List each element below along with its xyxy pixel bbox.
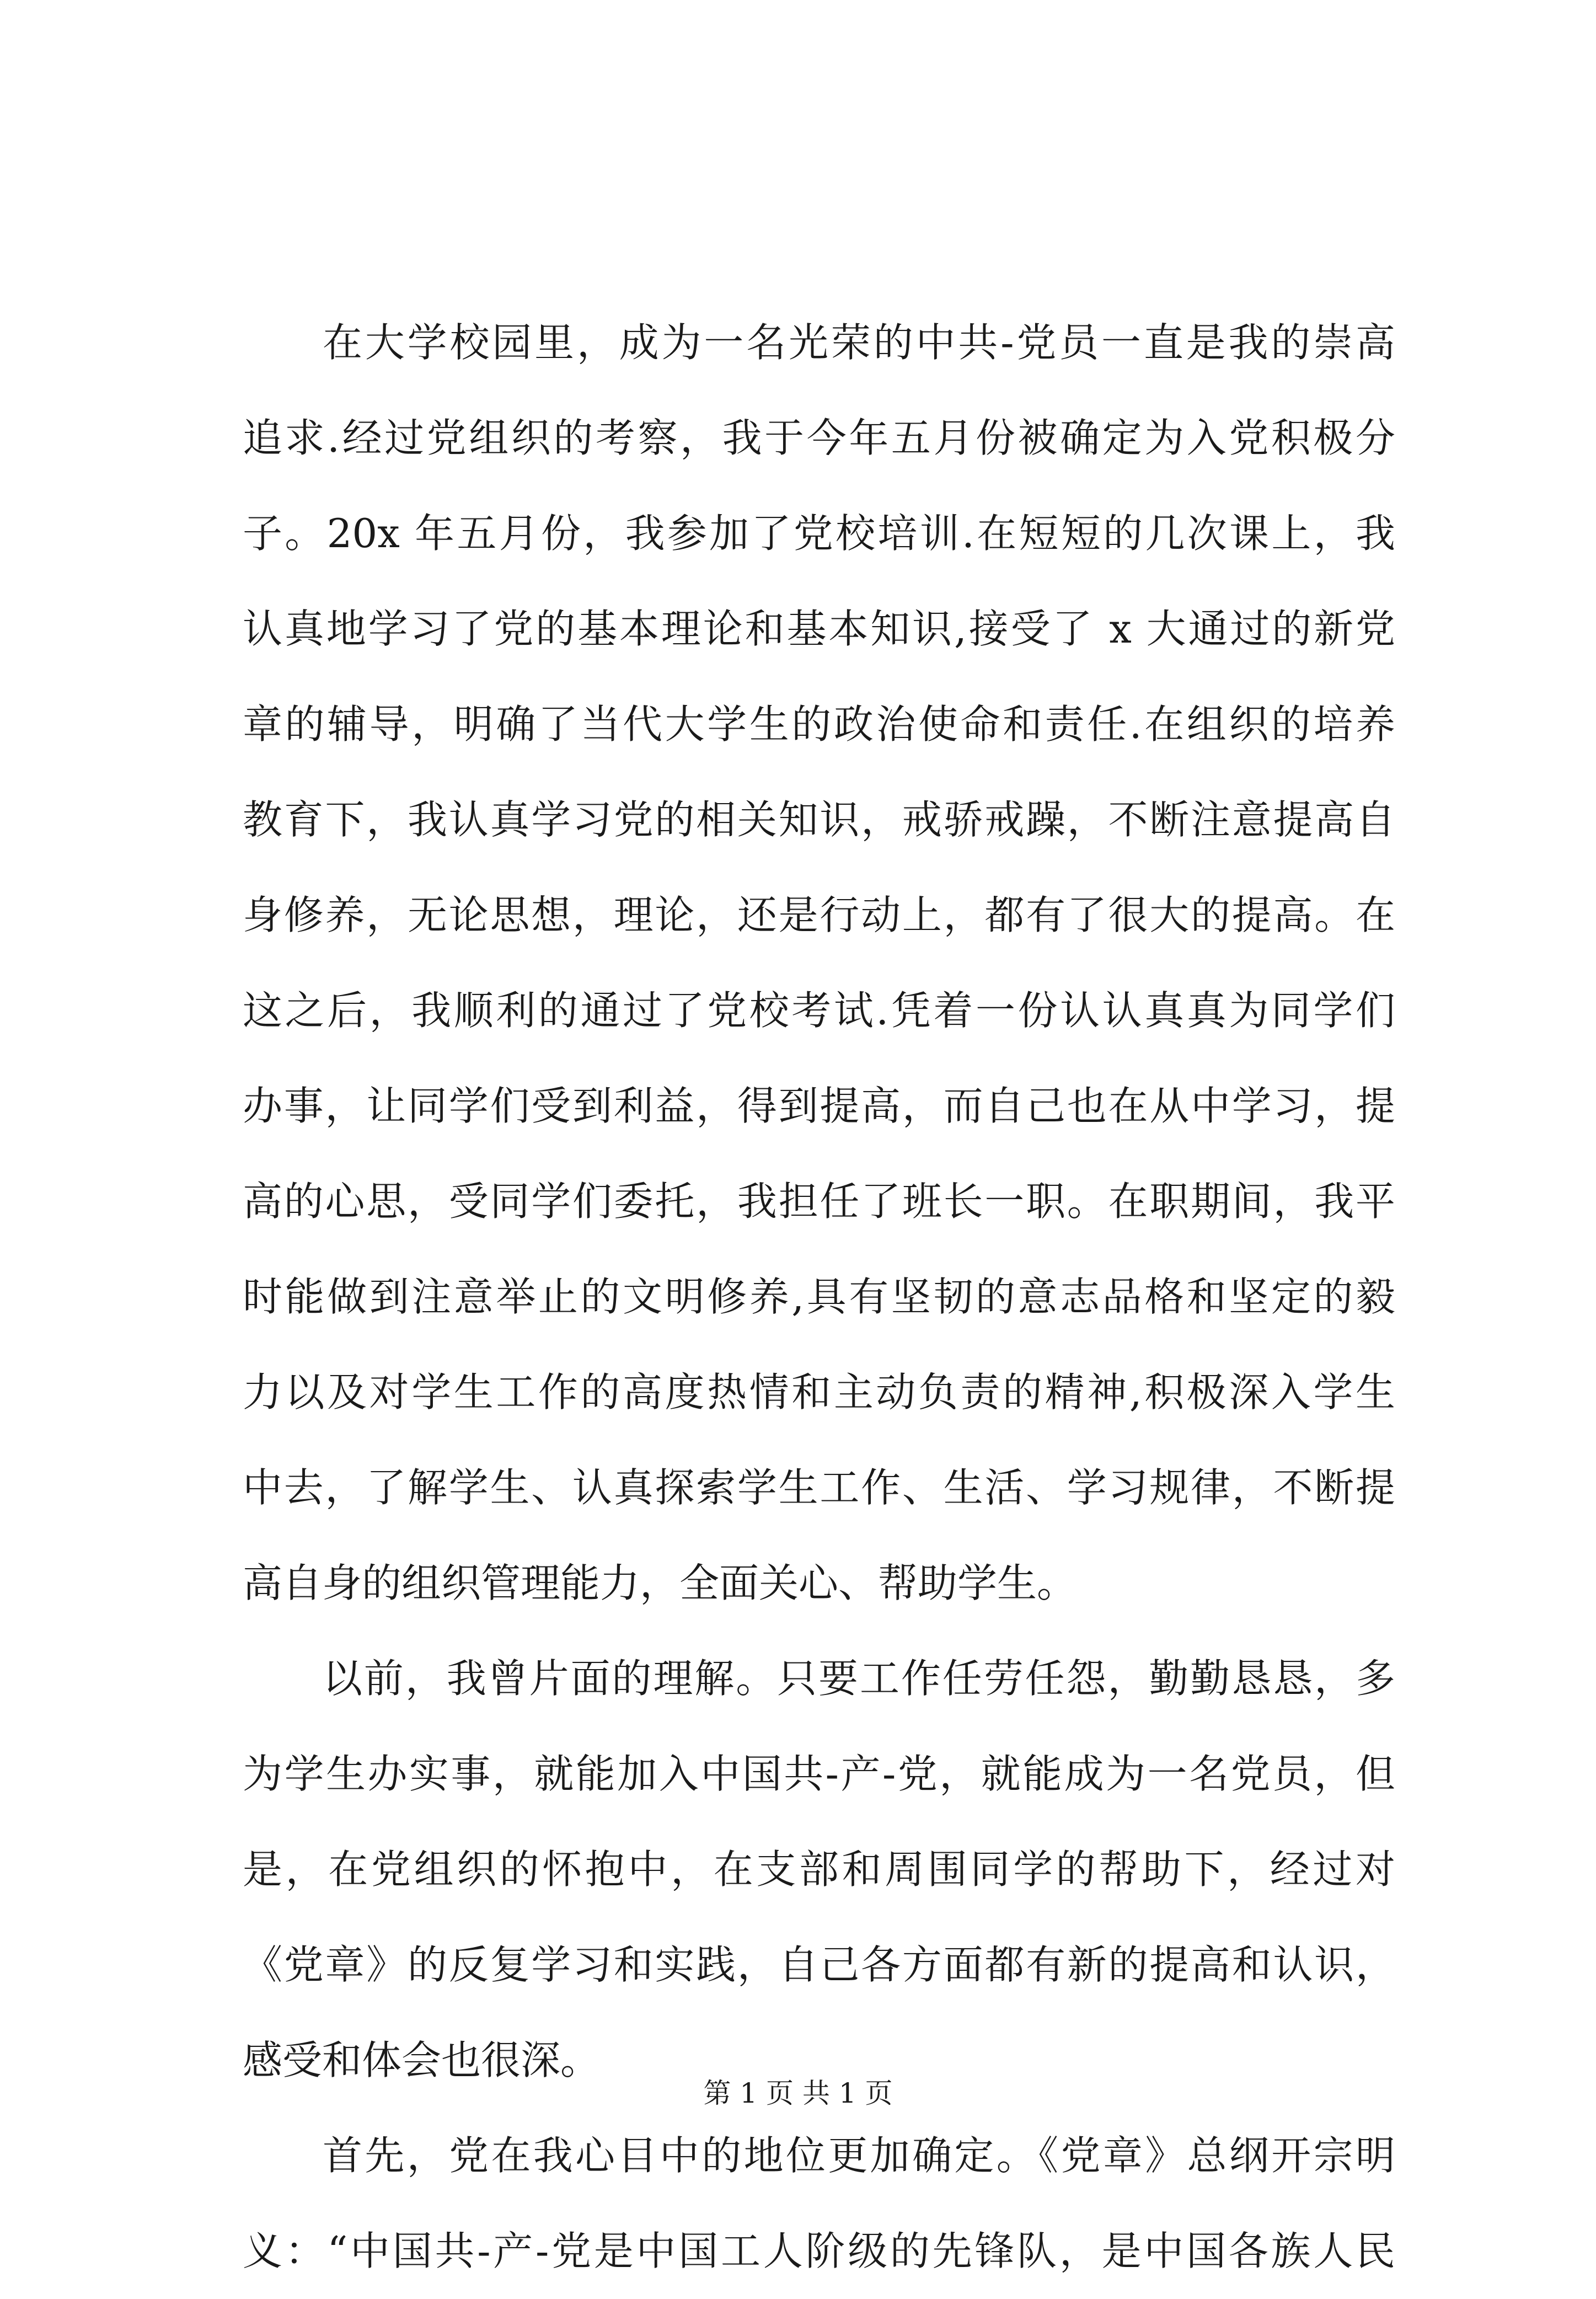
text-line: 义：“中国共-产-党是中国工人阶级的先锋队，是中国各族人民 xyxy=(243,2228,1395,2274)
page-number: 第 1 页 共 1 页 xyxy=(703,2077,893,2109)
text-line: 力以及对学生工作的高度热情和主动负责的精神,积极深入学生 xyxy=(243,1369,1395,1415)
text-line: 感受和体会也很深。 xyxy=(243,2037,601,2083)
text-line: 以前，我曾片面的理解。只要工作任劳任怨，勤勤恳恳，多 xyxy=(323,1655,1395,1702)
text-line: 高自身的组织管理能力，全面关心、帮助学生。 xyxy=(243,1560,1077,1606)
text-line: 是，在党组织的怀抱中，在支部和周围同学的帮助下，经过对 xyxy=(243,1846,1395,1892)
text-line: 在大学校园里，成为一名光荣的中共-党员一直是我的崇高 xyxy=(323,319,1395,366)
text-line: 为学生办实事，就能加入中国共-产-党，就能成为一名党员，但 xyxy=(243,1751,1395,1797)
text-line: 章的辅导，明确了当代大学生的政治使命和责任.在组织的培养 xyxy=(243,701,1395,747)
text-line: 这之后，我顺利的通过了党校考试.凭着一份认认真真为同学们 xyxy=(243,987,1395,1034)
text-line: 首先，党在我心目中的地位更加确定。《党章》总纲开宗明 xyxy=(323,2132,1395,2179)
text-line: 追求.经过党组织的考察，我于今年五月份被确定为入党积极分 xyxy=(243,415,1395,461)
document-body xyxy=(243,295,1395,2299)
text-line: 认真地学习了党的基本理论和基本知识,接受了 x 大通过的新党 xyxy=(243,606,1395,652)
text-line: 教育下，我认真学习党的相关知识，戒骄戒躁，不断注意提高自 xyxy=(243,796,1395,843)
text-line: 办事，让同学们受到利益，得到提高，而自己也在从中学习，提 xyxy=(243,1083,1395,1129)
text-line: 中去，了解学生、认真探索学生工作、生活、学习规律，不断提 xyxy=(243,1464,1395,1511)
text-line: 高的心思，受同学们委托，我担任了班长一职。在职期间，我平 xyxy=(243,1178,1395,1225)
page-footer xyxy=(0,2077,1596,2110)
text-line: 《党章》的反复学习和实践，自己各方面都有新的提高和认识， xyxy=(243,1942,1395,1988)
text-line: 子。20x 年五月份，我参加了党校培训.在短短的几次课上，我 xyxy=(243,510,1395,557)
text-line: 时能做到注意举止的文明修养,具有坚韧的意志品格和坚定的毅 xyxy=(243,1274,1395,1320)
text-line: 身修养，无论思想，理论，还是行动上，都有了很大的提高。在 xyxy=(243,892,1395,938)
